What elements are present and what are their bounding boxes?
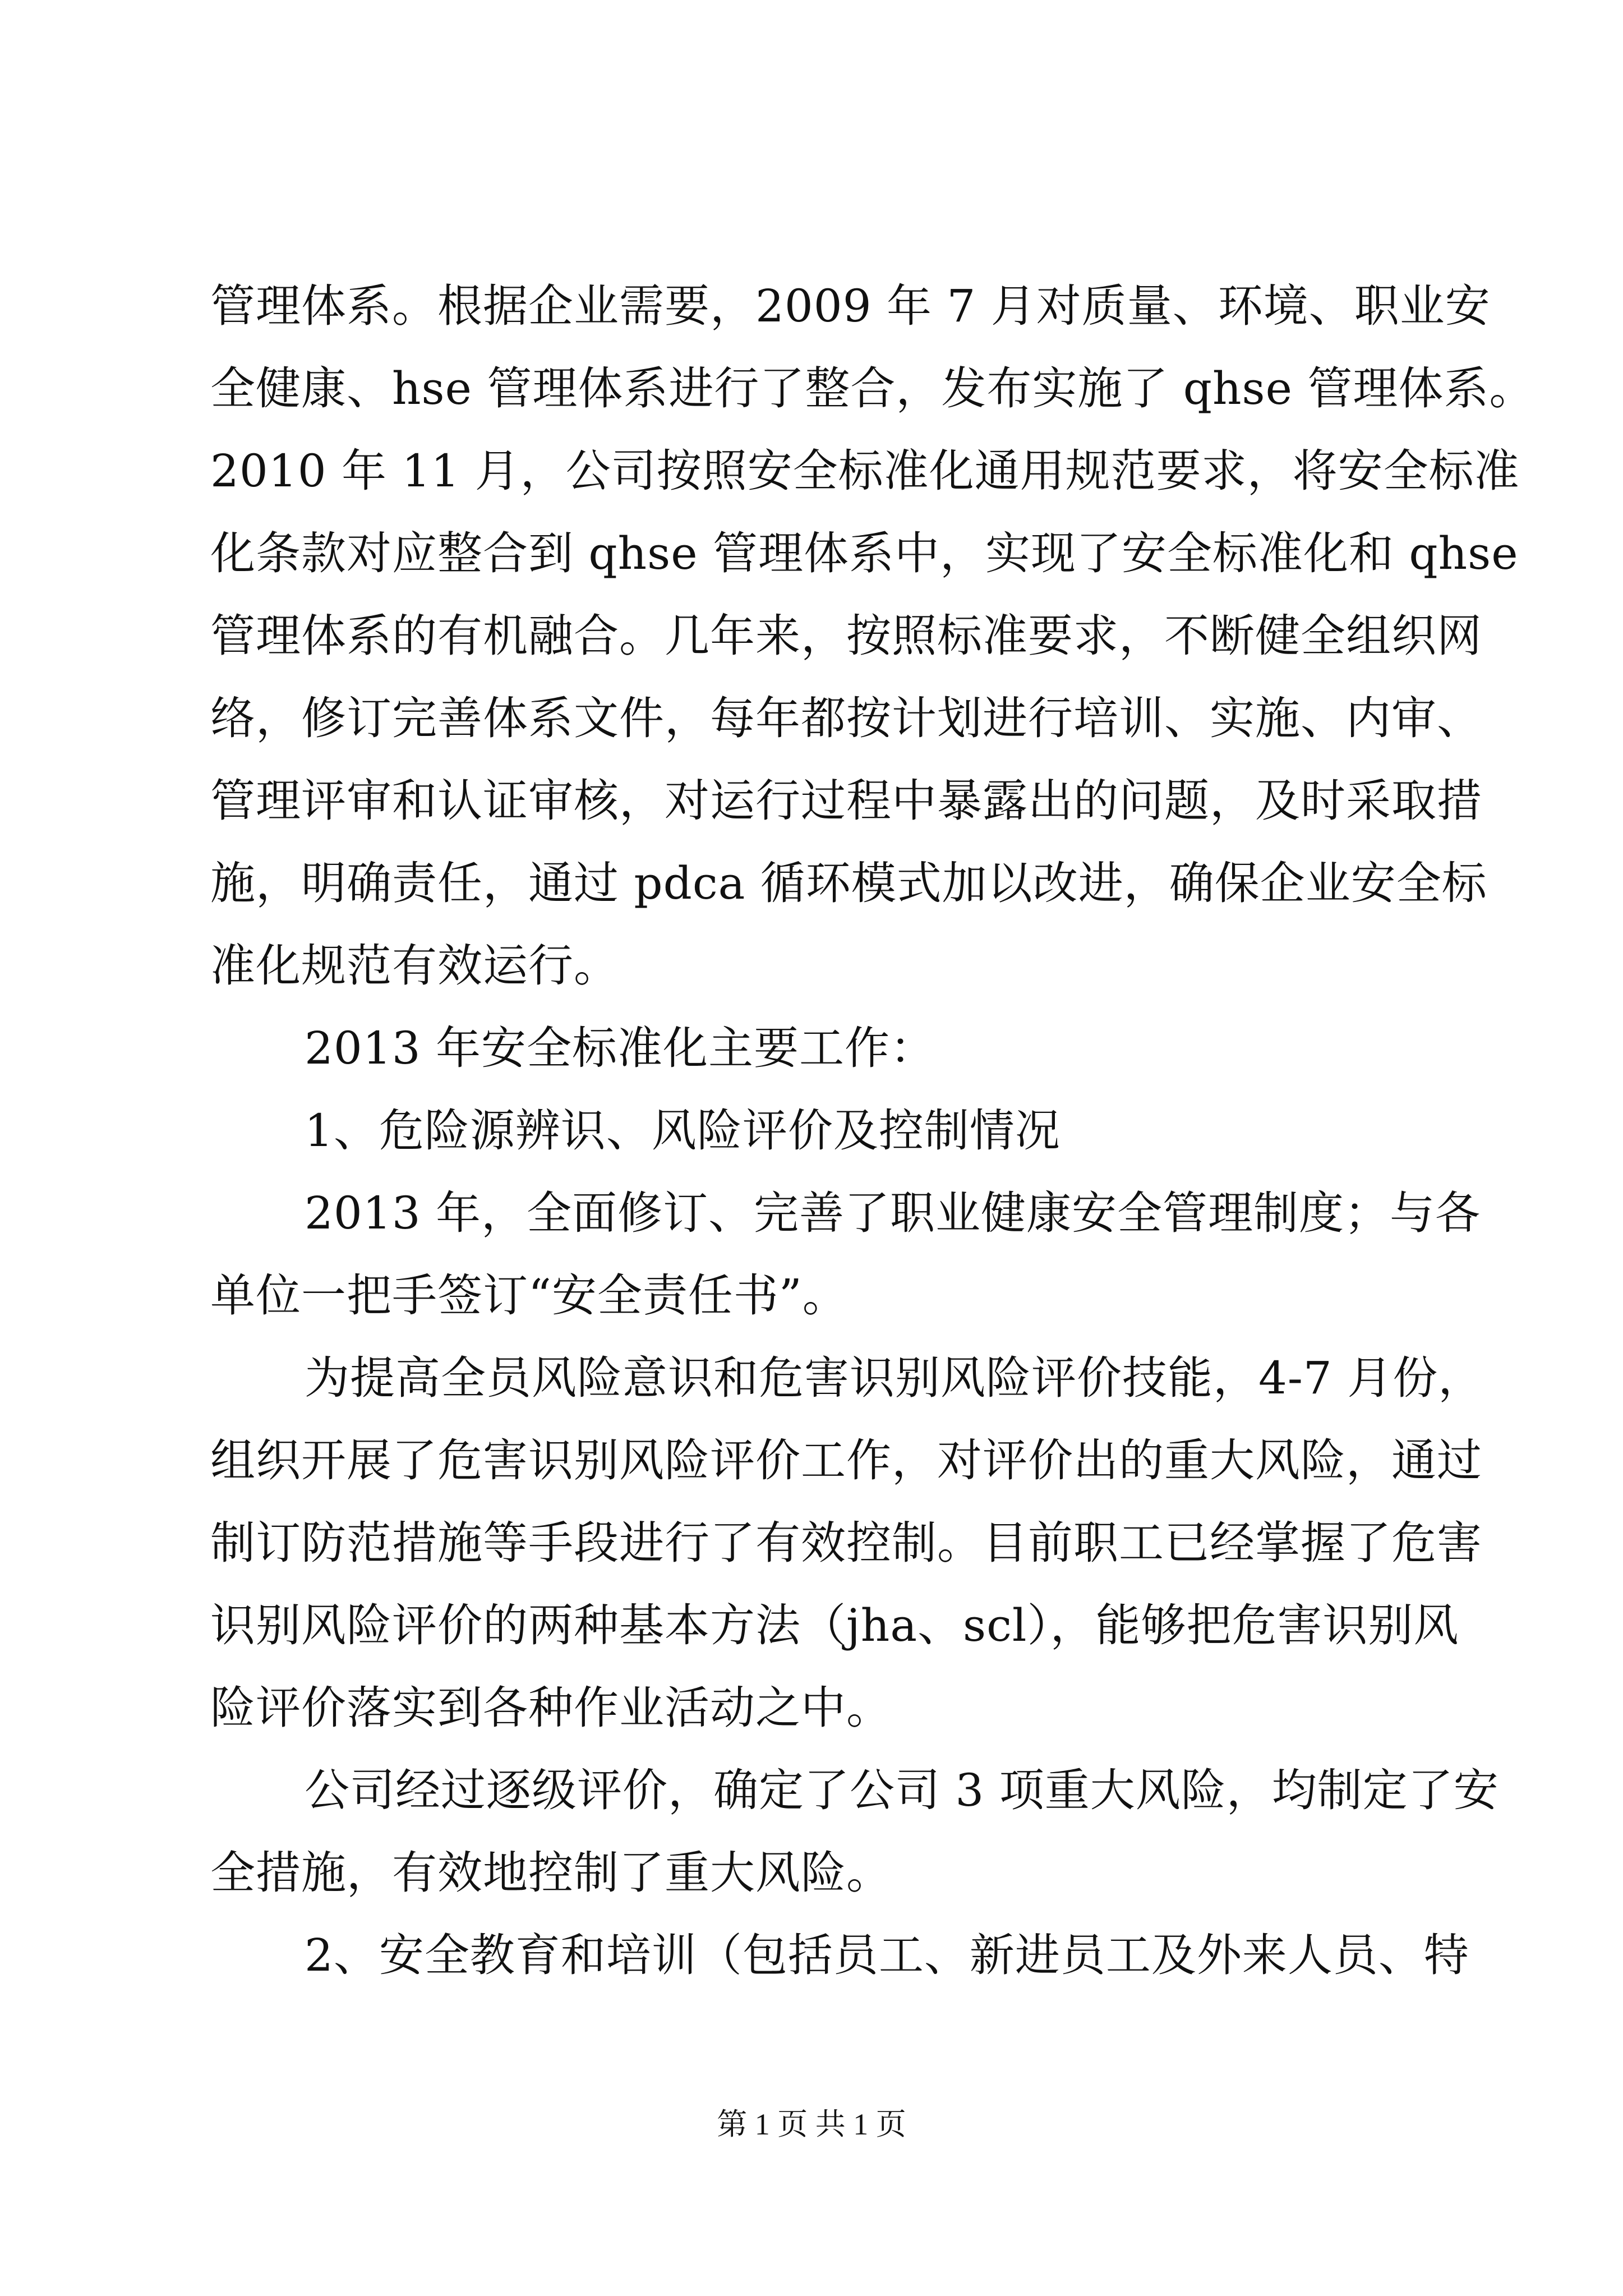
text-line: 险评价落实到各种作业活动之中。 bbox=[210, 1682, 892, 1734]
text-line: 全健康、hse 管理体系进行了整合，发布实施了 qhse 管理体系。 bbox=[210, 362, 1535, 415]
text-line: 全措施，有效地控制了重大风险。 bbox=[210, 1847, 892, 1899]
text-line: 化条款对应整合到 qhse 管理体系中，实现了安全标准化和 qhse bbox=[210, 527, 1519, 579]
document-body bbox=[210, 265, 1535, 1996]
text-line: 2010 年 11 月，公司按照安全标准化通用规范要求，将安全标准 bbox=[210, 445, 1520, 497]
paragraph-start: 2013 年，全面修订、完善了职业健康安全管理制度；与各 bbox=[305, 1187, 1481, 1239]
section-heading: 2013 年安全标准化主要工作： bbox=[305, 1022, 936, 1074]
text-line: 施，明确责任，通过 pdca 循环模式加以改进，确保企业安全标 bbox=[210, 857, 1487, 909]
text-line: 组织开展了危害识别风险评价工作，对评价出的重大风险，通过 bbox=[210, 1434, 1482, 1487]
paragraph-start: 为提高全员风险意识和危害识别风险评价技能，4-7 月份， bbox=[305, 1352, 1484, 1404]
subsection-heading: 1、危险源辨识、风险评价及控制情况 bbox=[305, 1105, 1061, 1157]
page-number: 第 1 页 共 1 页 bbox=[717, 2108, 906, 2141]
text-line: 准化规范有效运行。 bbox=[210, 940, 619, 992]
text-line: 制订防范措施等手段进行了有效控制。目前职工已经掌握了危害 bbox=[210, 1517, 1482, 1569]
text-line: 单位一把手签订“安全责任书”。 bbox=[210, 1269, 848, 1322]
text-line: 管理体系。根据企业需要，2009 年 7 月对质量、环境、职业安 bbox=[210, 280, 1491, 332]
page-footer bbox=[0, 2105, 1623, 2144]
text-line: 管理评审和认证审核，对运行过程中暴露出的问题，及时采取措 bbox=[210, 775, 1482, 827]
text-line: 络，修订完善体系文件，每年都按计划进行培训、实施、内审、 bbox=[210, 692, 1482, 744]
text-line: 管理体系的有机融合。几年来，按照标准要求，不断健全组织网 bbox=[210, 610, 1482, 662]
paragraph-start: 公司经过逐级评价，确定了公司 3 项重大风险，均制定了安 bbox=[305, 1764, 1499, 1816]
subsection-heading: 2、安全教育和培训（包括员工、新进员工及外来人员、特 bbox=[305, 1929, 1469, 1981]
text-line: 识别风险评价的两种基本方法（jha、scl），能够把危害识别风 bbox=[210, 1599, 1459, 1651]
